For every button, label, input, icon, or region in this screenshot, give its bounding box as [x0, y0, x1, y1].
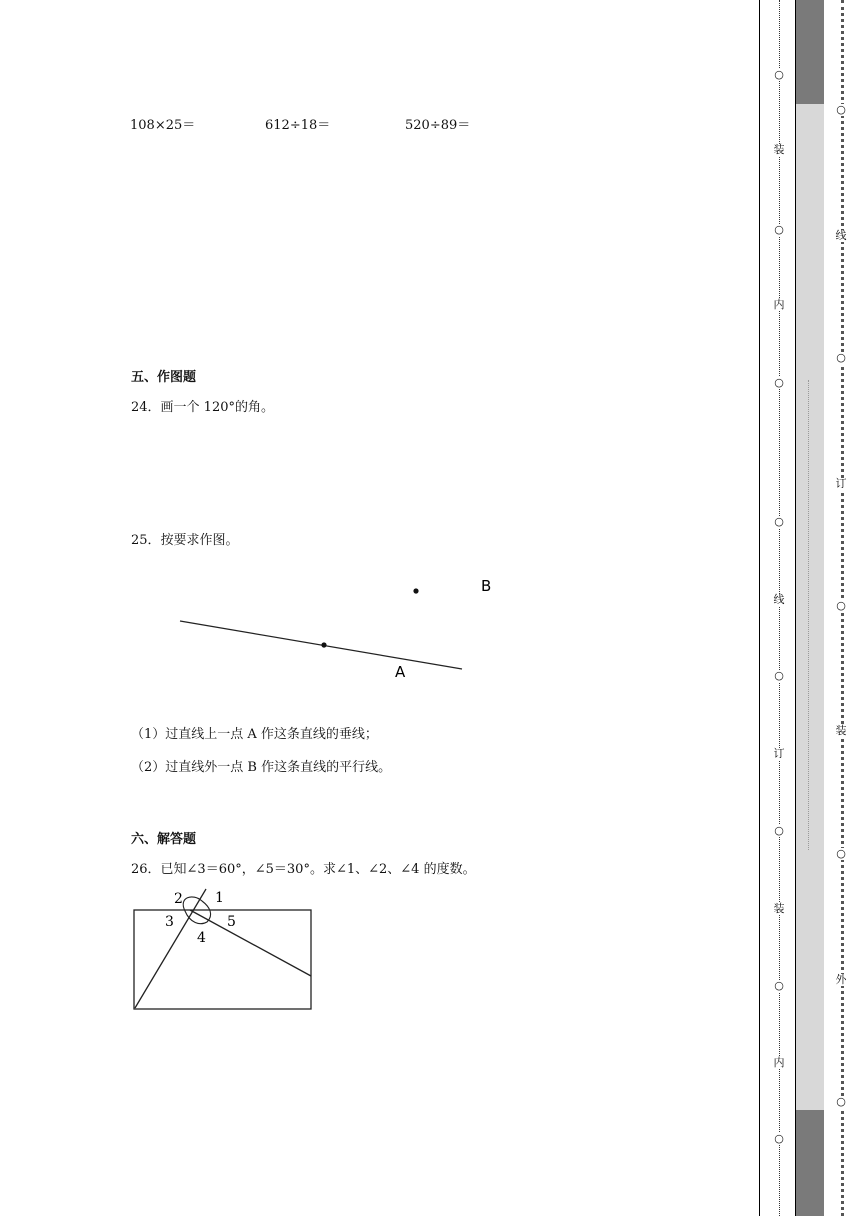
calc-item-3: 520÷89＝: [405, 118, 471, 133]
binding-circle: ○: [772, 670, 786, 682]
binding-char-zhuang-outer: 装: [835, 724, 847, 737]
binding-char-ding: 订: [773, 747, 785, 760]
calc-item-1: 108×25＝: [130, 118, 196, 133]
gray-bar-dark-bottom: [795, 1110, 824, 1216]
angle-label-2: 2: [174, 891, 183, 907]
binding-circle: ○: [772, 980, 786, 992]
binding-circle: ○: [772, 516, 786, 528]
binding-char-zhuang: 装: [773, 902, 785, 915]
question-25: 25．按要求作图。: [131, 533, 239, 548]
binding-circle: ○: [772, 377, 786, 389]
binding-char-ding-outer: 订: [835, 477, 847, 490]
question-26: 26．已知∠3＝60°，∠5＝30°。求∠1、∠2、∠4 的度数。: [131, 862, 476, 877]
section-5-title: 五、作图题: [131, 370, 197, 385]
question-24: 24．画一个 120°的角。: [131, 400, 274, 415]
binding-circle: ○: [834, 1096, 848, 1108]
point-a: [321, 642, 326, 647]
angle-label-3: 3: [165, 914, 174, 930]
binding-circle: ○: [834, 600, 848, 612]
label-a: A: [395, 663, 406, 681]
angle-label-1: 1: [215, 890, 224, 906]
binding-circle: ○: [772, 825, 786, 837]
dotted-line-inner: [779, 0, 780, 1216]
binding-circle: ○: [772, 224, 786, 236]
binding-char-zhuang: 装: [773, 143, 785, 156]
gray-bar-dots: [808, 380, 809, 850]
gray-bar-light: [795, 104, 824, 1110]
question-25-part-2: （2）过直线外一点 B 作这条直线的平行线。: [131, 760, 392, 775]
section-6-title: 六、解答题: [131, 832, 197, 847]
q25-figure: [170, 570, 490, 680]
angle-label-5: 5: [227, 914, 236, 930]
question-25-part-1: （1）过直线上一点 A 作这条直线的垂线；: [131, 727, 378, 742]
binding-circle: ○: [834, 352, 848, 364]
binding-char-nei: 内: [773, 298, 785, 311]
strip-border-left: [759, 0, 760, 1216]
diagonal-line-1: [135, 889, 206, 1008]
binding-circle: ○: [834, 848, 848, 860]
binding-char-xian-outer: 线: [835, 229, 847, 242]
calc-item-2: 612÷18＝: [265, 118, 331, 133]
binding-circle: ○: [772, 1133, 786, 1145]
binding-char-wai-outer: 外: [835, 973, 847, 986]
point-b: [413, 588, 418, 593]
binding-char-xian: 线: [773, 593, 785, 606]
gray-bar-dark-top: [795, 0, 824, 104]
straight-line: [180, 621, 462, 669]
binding-circle: ○: [834, 104, 848, 116]
binding-circle: ○: [772, 69, 786, 81]
q26-figure: [130, 885, 330, 1015]
rectangle: [134, 910, 311, 1009]
binding-char-nei: 内: [773, 1056, 785, 1069]
label-b: B: [481, 577, 492, 595]
angle-label-4: 4: [197, 930, 206, 946]
